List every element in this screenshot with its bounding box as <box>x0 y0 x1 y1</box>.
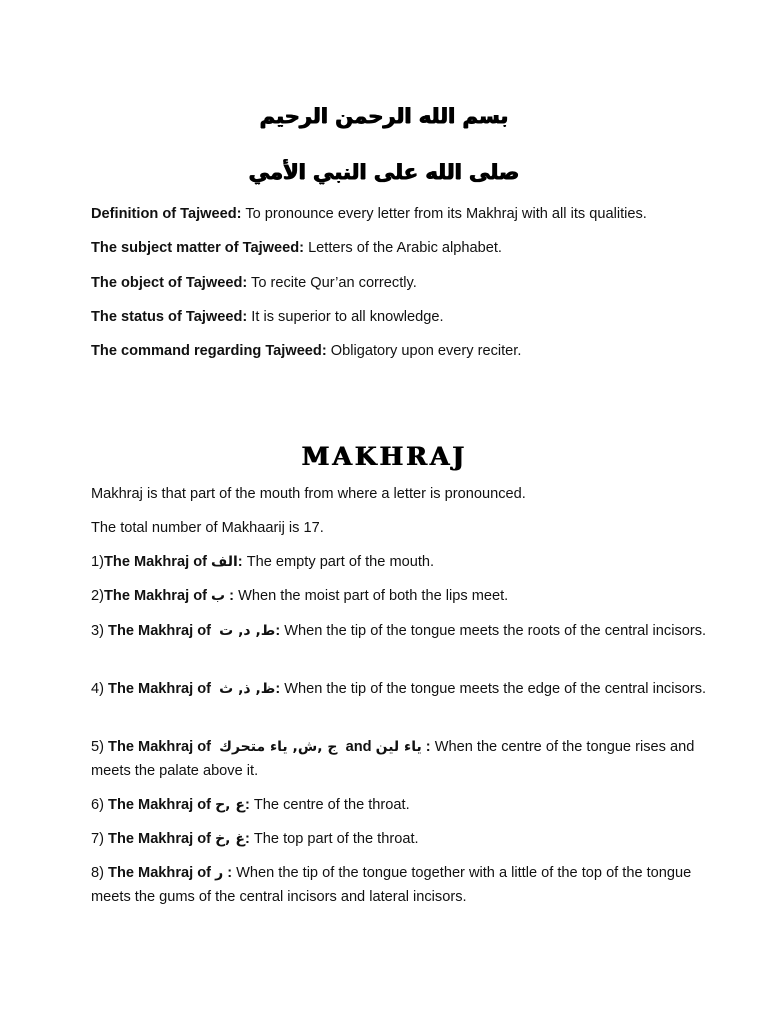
makhraj-item <box>91 861 717 909</box>
item-label: The Makhraj of <box>108 681 212 697</box>
item-text: The top part of the throat. <box>249 831 419 847</box>
item-label: The Makhraj of <box>108 831 212 847</box>
arabic-letters: ب <box>211 588 226 604</box>
item-number: 3) <box>91 623 109 639</box>
item-number: 6) <box>91 797 109 813</box>
item-text: When the centre of the tongue rises and meets the palate above it. <box>91 739 695 779</box>
definition-separator: : <box>321 343 327 359</box>
makhraj-item <box>91 793 721 817</box>
item-separator: : <box>237 554 243 570</box>
item-text: When the tip of the tongue together with a little of the top of the tongue meets the gums of the central incisors and lateral incisors. <box>91 865 692 905</box>
definition-label: Definition of Tajweed <box>91 206 237 222</box>
item-text: The centre of the throat. <box>249 797 410 813</box>
definition-text: To pronounce every letter from its Makhraj with all its qualities. <box>241 206 647 222</box>
item-separator: : <box>225 588 235 604</box>
arabic-letters: الف <box>211 554 238 570</box>
definition-separator: : <box>299 240 305 256</box>
item-number: 5) <box>91 739 109 755</box>
item-text: When the tip of the tongue meets the edge of the central incisors. <box>280 681 707 697</box>
item-label: The Makhraj of <box>103 554 207 570</box>
definition-text: Obligatory upon every reciter. <box>326 343 522 359</box>
item-number: 4) <box>91 681 109 697</box>
makhraj-item <box>91 827 721 851</box>
definition-label: The status of Tajweed <box>91 309 243 325</box>
arabic-letters: ج ,ش, ياء متحرك <box>219 739 338 755</box>
makhraj-item <box>91 677 717 701</box>
definition-separator: : <box>242 275 248 291</box>
definition-line <box>91 202 721 226</box>
arabic-letters: ع ,ح <box>215 797 245 813</box>
makhraj-item <box>91 735 717 783</box>
item-and: and <box>345 739 372 755</box>
definition-label: The object of Tajweed <box>91 275 243 291</box>
arabic-letters: ر <box>215 865 224 881</box>
makhraj-item <box>91 584 721 608</box>
item-label: The Makhraj of <box>108 623 212 639</box>
arabic-letters: ط, د, ت <box>219 623 276 639</box>
arabic-letters: ظ, ذ, ث <box>219 681 276 697</box>
item-label: The Makhraj of <box>103 588 207 604</box>
item-separator: : <box>223 865 233 881</box>
item-text: When the tip of the tongue meets the roots of the central incisors. <box>280 623 707 639</box>
item-separator: : <box>421 739 431 755</box>
section-title: MAKHRAJ <box>301 442 467 471</box>
item-separator: : <box>275 681 281 697</box>
definition-separator: : <box>236 206 242 222</box>
makhraj-item <box>91 550 721 574</box>
definition-line <box>91 236 721 260</box>
salawat-heading: صلى الله على النبي الأمي <box>248 160 520 184</box>
item-text: The empty part of the mouth. <box>242 554 435 570</box>
item-number: 8) <box>91 865 109 881</box>
definition-text: It is superior to all knowledge. <box>247 309 444 325</box>
definition-line <box>91 305 721 329</box>
bismillah-heading: بسم الله الرحمن الرحيم <box>259 104 509 128</box>
item-label: The Makhraj of <box>108 865 212 881</box>
arabic-letters: غ ,خ <box>215 831 245 847</box>
item-separator: : <box>244 831 250 847</box>
definition-text: Letters of the Arabic alphabet. <box>304 240 502 256</box>
definition-text: To recite Qur’an correctly. <box>247 275 417 291</box>
item-number: 7) <box>91 831 109 847</box>
intro-line: The total number of Makhaarij is 17. <box>91 520 324 536</box>
item-label: The Makhraj of <box>108 797 212 813</box>
item-label: The Makhraj of <box>108 739 212 755</box>
item-number: 1) <box>91 554 104 570</box>
intro-line: Makhraj is that part of the mouth from where a letter is pronounced. <box>91 486 526 502</box>
item-number: 2) <box>91 588 104 604</box>
makhraj-item <box>91 619 717 643</box>
definition-label: The subject matter of Tajweed <box>91 240 300 256</box>
definition-line <box>91 271 721 295</box>
item-text: When the moist part of both the lips meet. <box>234 588 509 604</box>
definition-line <box>91 339 721 363</box>
arabic-letters: ياء لين <box>375 739 422 755</box>
definition-label: The command regarding Tajweed <box>91 343 322 359</box>
item-separator: : <box>244 797 250 813</box>
definition-separator: : <box>242 309 248 325</box>
item-separator: : <box>275 623 281 639</box>
